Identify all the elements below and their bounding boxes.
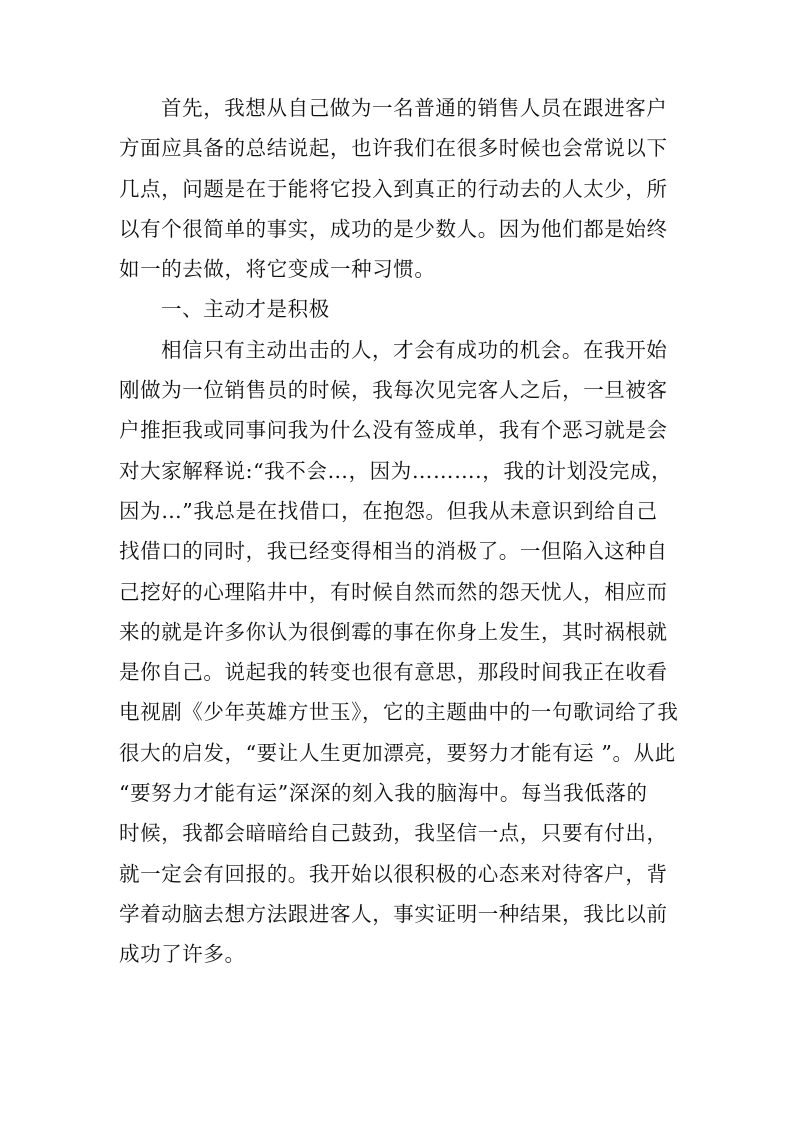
paragraph-line: 以有个很简单的事实，成功的是少数人。因为他们都是始终 [119, 216, 668, 241]
paragraph-line: 几点，问题是在于能将它投入到真正的行动去的人太少，所 [119, 176, 668, 201]
paragraph-line: 是你自己。说起我的转变也很有意思，那段时间我正在收看 [119, 660, 668, 685]
paragraph-line: 首先，我想从自己做为一名普通的销售人员在跟进客户 [161, 96, 668, 120]
document-body [119, 88, 685, 975]
paragraph-line: 时候，我都会暗暗给自己鼓劲，我坚信一点，只要有付出， [119, 821, 668, 846]
paragraph-line: 来的就是许多你认为很倒霉的事在你身上发生，其时祸根就 [119, 619, 668, 644]
paragraph-line: 刚做为一位销售员的时候，我每次见完客人之后，一旦被客 [119, 378, 668, 403]
paragraph-line: 就一定会有回报的。我开始以很积极的心态来对待客户，背 [119, 861, 668, 886]
paragraph-line: 很大的启发，“要让人生更加漂亮，要努力才能有运 ”。从此 [119, 740, 676, 765]
paragraph-line: 成功了许多。 [119, 942, 246, 967]
paragraph-line: 方面应具备的总结说起，也许我们在很多时候也会常说以下 [119, 136, 668, 161]
section-heading: 一、主动才是积极 [161, 297, 330, 322]
paragraph-line: 如一的去做，将它变成一种习惯。 [119, 257, 436, 282]
paragraph-line: 对大家解释说:“我不会…，因为……….，我的计划没完成， [119, 458, 673, 483]
paragraph-line: 找借口的同时，我已经变得相当的消极了。一但陷入这种自 [119, 539, 668, 564]
paragraph-line: 己挖好的心理陷井中，有时候自然而然的怨天忧人，相应而 [119, 579, 668, 604]
paragraph-line: 相信只有主动出击的人，才会有成功的机会。在我开始 [161, 337, 668, 362]
paragraph-line: “要努力才能有运”深深的刻入我的脑海中。每当我低落的 [119, 781, 648, 806]
paragraph-line: 电视剧《少年英雄方世玉》，它的主题曲中的一句歌词给了我 [119, 700, 679, 725]
paragraph-line: 因为…”我总是在找借口，在抱怨。但我从未意识到给自己 [119, 498, 658, 523]
paragraph-line: 户推拒我或同事问我为什么没有签成单，我有个恶习就是会 [119, 418, 668, 443]
paragraph-line: 学着动脑去想方法跟进客人，事实证明一种结果，我比以前 [119, 901, 668, 926]
